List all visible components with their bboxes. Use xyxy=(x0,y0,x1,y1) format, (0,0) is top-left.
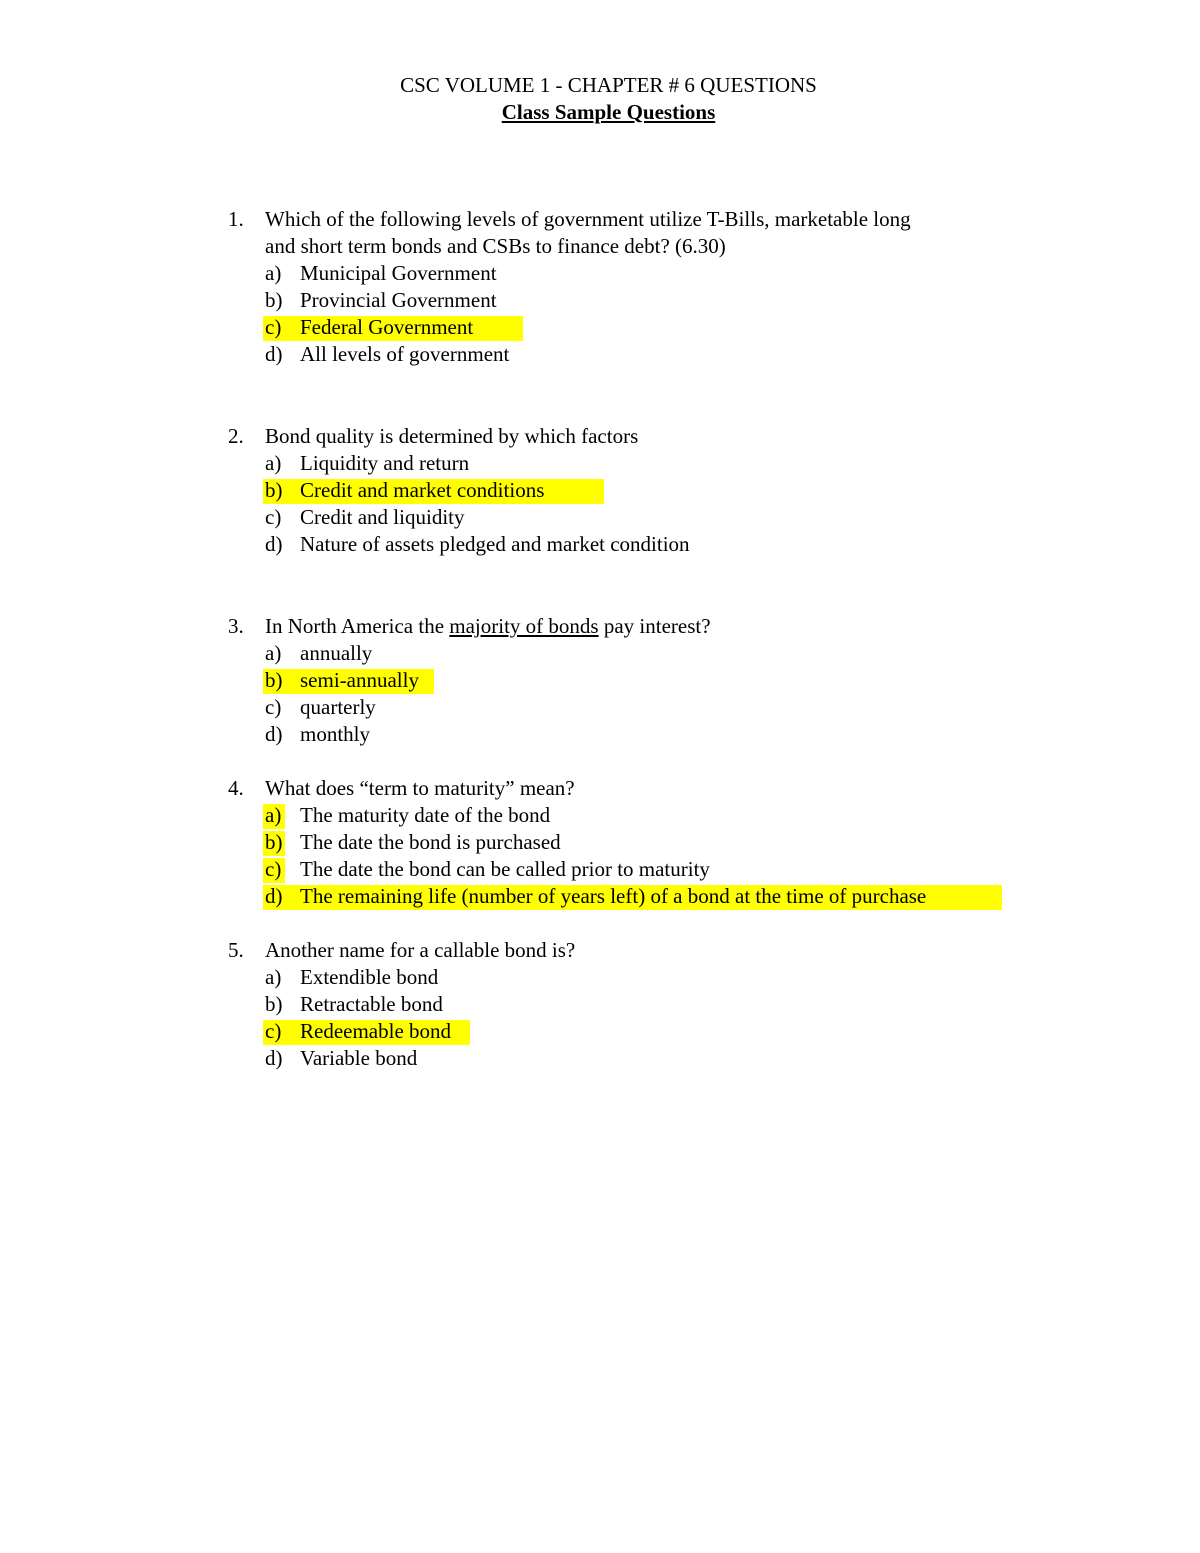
question-number: 1. xyxy=(228,207,244,231)
question-text: Bond quality is determined by which factors xyxy=(265,424,639,448)
option-letter: d) xyxy=(265,884,283,908)
option-letter: b) xyxy=(265,288,283,312)
option-text: All levels of government xyxy=(300,342,510,366)
option-text: Redeemable bond xyxy=(300,1019,452,1043)
document-title: CSC VOLUME 1 - CHAPTER # 6 QUESTIONS xyxy=(400,73,817,97)
option-letter: d) xyxy=(265,532,283,556)
option-letter: d) xyxy=(265,1046,283,1070)
option-text: quarterly xyxy=(300,695,376,719)
option-letter: d) xyxy=(265,722,283,746)
option-text: Retractable bond xyxy=(300,992,443,1016)
option-text: The remaining life (number of years left) of a bond at the time of purchase xyxy=(300,884,927,908)
question-number: 3. xyxy=(228,614,244,638)
option-letter: b) xyxy=(265,668,283,692)
option-letter: a) xyxy=(265,261,282,285)
option-letter: a) xyxy=(265,451,282,475)
option-letter: b) xyxy=(265,830,283,854)
option-text: The date the bond can be called prior to maturity xyxy=(300,857,710,881)
option-letter: a) xyxy=(265,641,282,665)
option-text: Credit and liquidity xyxy=(300,505,465,529)
question-text xyxy=(265,613,711,640)
option-text: annually xyxy=(300,641,373,665)
option-text: semi-annually xyxy=(300,668,419,692)
option-letter: c) xyxy=(265,1019,282,1043)
option-letter: d) xyxy=(265,342,283,366)
option-text: Extendible bond xyxy=(300,965,439,989)
question-text-end: pay interest? xyxy=(598,614,711,638)
question-text-underlined: majority of bonds xyxy=(449,614,599,638)
option-letter: c) xyxy=(265,695,282,719)
question-text: What does “term to maturity” mean? xyxy=(265,776,575,800)
option-letter: a) xyxy=(265,803,282,827)
option-text: Provincial Government xyxy=(300,288,497,312)
option-text: Variable bond xyxy=(300,1046,418,1070)
option-text: Credit and market conditions xyxy=(300,478,545,502)
question-number: 2. xyxy=(228,424,244,448)
document-subtitle: Class Sample Questions xyxy=(501,100,716,124)
question-number: 5. xyxy=(228,938,244,962)
option-letter: c) xyxy=(265,857,282,881)
question-number: 4. xyxy=(228,776,244,800)
question-text: Another name for a callable bond is? xyxy=(265,938,576,962)
question-text: Which of the following levels of government utilize T-Bills, marketable long xyxy=(265,207,911,231)
option-text: The date the bond is purchased xyxy=(300,830,561,854)
option-letter: a) xyxy=(265,965,282,989)
option-text: Municipal Government xyxy=(300,261,497,285)
option-text: The maturity date of the bond xyxy=(300,803,551,827)
option-text: Nature of assets pledged and market condition xyxy=(300,532,690,556)
question-text-continued: and short term bonds and CSBs to finance debt? (6.30) xyxy=(265,234,726,258)
option-text: Federal Government xyxy=(300,315,474,339)
option-letter: c) xyxy=(265,315,282,339)
option-text: monthly xyxy=(300,722,371,746)
option-letter: c) xyxy=(265,505,282,529)
option-letter: b) xyxy=(265,992,283,1016)
question-text-start: In North America the xyxy=(265,614,450,638)
option-text: Liquidity and return xyxy=(300,451,470,475)
option-letter: b) xyxy=(265,478,283,502)
